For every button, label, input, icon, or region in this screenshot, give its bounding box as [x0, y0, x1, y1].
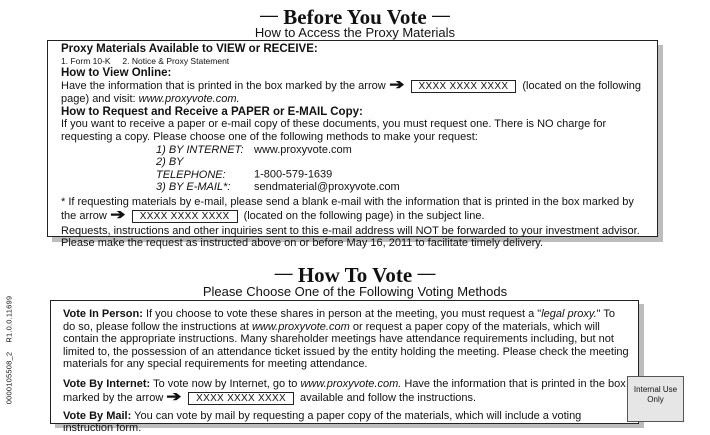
vote-in-person-label: Vote In Person:: [63, 308, 143, 320]
heading-dash-right: —: [432, 5, 450, 25]
method-email-value[interactable]: sendmaterial@proxyvote.com: [254, 181, 400, 194]
legal-proxy-text: legal proxy.: [541, 308, 597, 320]
vote-by-mail-label: Vote By Mail:: [63, 409, 132, 422]
method-telephone-value[interactable]: 1-800-579-1639: [254, 168, 333, 181]
email-note: * If requesting materials by e-mail, please send a blank e-mail with the information that is printed in the box marked by the arrow ➔ XXXX XXXX XXXX (located on the following page) in the subject line.: [61, 195, 634, 222]
proxy-materials-heading: Proxy Materials Available to VIEW or RECEIVE:: [61, 43, 318, 55]
arrow-icon: ➔: [166, 387, 182, 404]
control-number-box: XXXX XXXX XXXX: [188, 392, 294, 405]
vote-by-mail: Vote By Mail: You can vote by mail by requesting a paper copy of the materials, which will include a voting instruction form.: [63, 409, 582, 435]
voting-methods-box: [50, 300, 639, 435]
method-internet-value[interactable]: www.proxyvote.com: [254, 143, 352, 156]
internet-url[interactable]: www.proxyvote.com.: [300, 377, 402, 390]
vote-in-person: Vote In Person: If you choose to vote these shares in person at the meeting, you must request a "legal proxy." To do so, please follow the instructions at www.proxyvote.com or request a paper copy of the materials, which will contain the appropriate instructions. Many shareholder meetings have attendance requirements including, but not limited to, the possession of an attendance ticket issued by the entity holding the meeting. Please check the meeting materials for any special requirements for meeting attendance.: [63, 308, 629, 371]
view-online-heading: How to View Online:: [61, 66, 172, 79]
before-you-vote-title: Before You Vote: [283, 5, 427, 29]
documents-list: 1. Form 10-K 2. Notice & Proxy Statement: [61, 55, 230, 66]
request-copy-text: If you want to receive a paper or e-mail copy of these documents, you must request one. There is NO charge for requesting a copy. Please choose one of the following methods to make your request:: [61, 118, 607, 143]
internal-use-box: Internal Use Only: [627, 376, 684, 422]
forwarding-notice: Requests, instructions and other inquiries sent to this e-mail address will NOT be forwarded to your investment advisor. Please make the request as instructed above on or before May 16, 2011 to facilitate timely delivery.: [61, 224, 640, 250]
heading-dash-right: —: [417, 263, 436, 283]
in-person-url[interactable]: www.proxyvote.com: [251, 320, 350, 333]
vote-by-internet-label: Vote By Internet:: [63, 377, 151, 390]
access-subtitle: How to Access the Proxy Materials: [254, 25, 456, 40]
online-url[interactable]: www.proxyvote.com.: [138, 93, 240, 106]
method-internet: 1) BY INTERNET: www.proxyvote.com: [156, 143, 352, 156]
proxy-materials-box: [47, 40, 658, 250]
method-email: 3) BY E-MAIL*: sendmaterial@proxyvote.com: [156, 181, 400, 194]
vote-by-internet: Vote By Internet: To vote now by Internet, go to www.proxyvote.com. Have the information that is printed in the box marked by the arrow ➔ XXXX XXXX XXXX available and follow the instructions.: [63, 377, 626, 404]
control-number-box: XXXX XXXX XXXX: [132, 210, 238, 223]
method-telephone: 2) BY TELEPHONE: 1-800-579-1639: [156, 156, 333, 181]
request-copy-heading: How to Request and Receive a PAPER or E-MAIL Copy:: [61, 105, 363, 118]
arrow-icon: ➔: [388, 76, 405, 93]
control-number-box: XXXX XXXX XXXX: [411, 80, 517, 93]
heading-dash-left: —: [260, 5, 278, 25]
arrow-icon: ➔: [110, 205, 126, 222]
voting-methods-subtitle: Please Choose One of the Following Voting Methods: [202, 284, 508, 299]
view-online-text: Have the information that is printed in the box marked by the arrow ➔ XXXX XXXX XXXX (located on the following page) and visit: www.proxyvote.com.: [61, 76, 642, 106]
how-to-vote-title: How To Vote: [297, 263, 413, 287]
heading-dash-left: —: [274, 263, 293, 283]
document-side-code: 0000105508_2 R1.0.0.11699: [4, 295, 14, 405]
